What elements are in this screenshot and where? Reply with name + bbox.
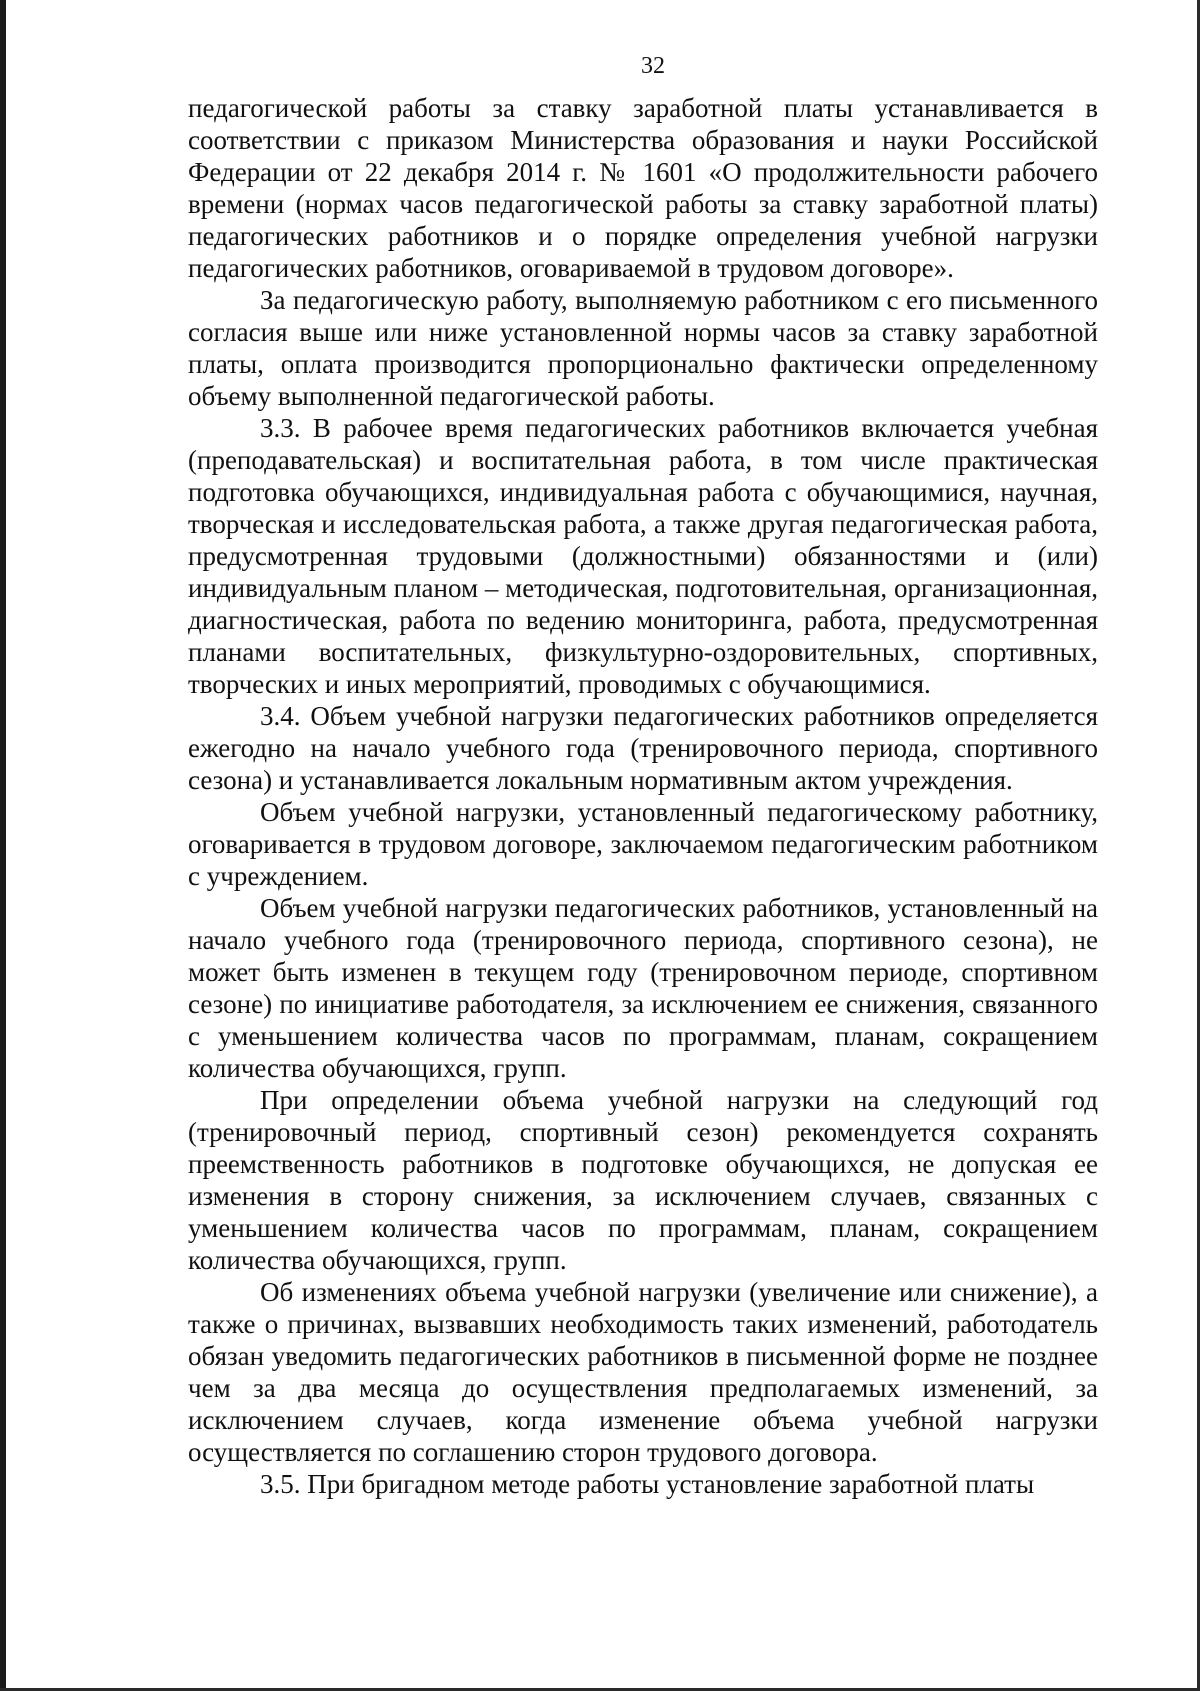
paragraph-5: Объем учебной нагрузки, установленный педагогическому работнику, оговаривается в трудовом договоре, заключаемом педагогическим работником с учреждением. bbox=[188, 797, 1098, 891]
paragraph-6: Объем учебной нагрузки педагогических работников, установленный на начало учебного года (тренировочного периода, спортивного сезона), не может быть изменен в текущем году (тренировочном периоде, спортивном сезоне) по инициативе работодателя, за исключением ее снижения, связанного с уменьшением количества часов по программам, планам, сокращением количества обучающихся, групп. bbox=[188, 893, 1098, 1083]
scan-edge-left bbox=[0, 0, 6, 1691]
page-number: 32 bbox=[641, 53, 665, 79]
paragraph-7: При определении объема учебной нагрузки на следующий год (тренировочный период, спортивный сезон) рекомендуется сохранять преемственность работников в подготовке обучающихся, не допуская ее изменения в сторону снижения, за исключением случаев, связанных с уменьшением количества часов по программам, планам, сокращением количества обучающихся, групп. bbox=[188, 1085, 1098, 1275]
paragraph-2: За педагогическую работу, выполняемую работником с его письменного согласия выше или ниже установленной нормы часов за ставку заработной платы, оплата производится пропорционально фактически определенному объему выполненной педагогической работы. bbox=[188, 285, 1098, 411]
paragraph-3-4: 3.4. Объем учебной нагрузки педагогических работников определяется ежегодно на начало учебного года (тренировочного периода, спортивного сезона) и устанавливается локальным нормативным актом учреждения. bbox=[188, 701, 1098, 795]
paragraph-8: Об изменениях объема учебной нагрузки (увеличение или снижение), а также о причинах, вызвавших необходимость таких изменений, работодатель обязан уведомить педагогических работников в письменной форме не позднее чем за два месяца до осуществления предполагаемых изменений, за исключением случаев, когда изменение объема учебной нагрузки осуществляется по соглашению сторон трудового договора. bbox=[188, 1277, 1098, 1467]
paragraph-3-5: 3.5. При бригадном методе работы установление заработной платы bbox=[260, 1469, 1035, 1499]
paragraph-1: педагогической работы за ставку заработной платы устанавливается в соответствии с приказом Министерства образования и науки Российской Федерации от 22 декабря 2014 г. № 1601 «О продолжительности рабочего времени (нормах часов педагогической работы за ставку заработной платы) педагогических работников и о порядке определения учебной нагрузки педагогических работников, оговариваемой в трудовом договоре». bbox=[188, 93, 1098, 283]
paragraph-3-3: 3.3. В рабочее время педагогических работников включается учебная (преподавательская) и воспитательная работа, в том числе практическая подготовка обучающихся, индивидуальная работа с обучающимися, научная, творческая и исследовательская работа, а также другая педагогическая работа, предусмотренная трудовыми (должностными) обязанностями и (или) индивидуальным планом – методическая, подготовительная, организационная, диагностическая, работа по ведению мониторинга, работа, предусмотренная планами воспитательных, физкультурно-оздоровительных, спортивных, творческих и иных мероприятий, проводимых с обучающимися. bbox=[188, 413, 1098, 699]
document-page bbox=[188, 50, 1098, 1500]
